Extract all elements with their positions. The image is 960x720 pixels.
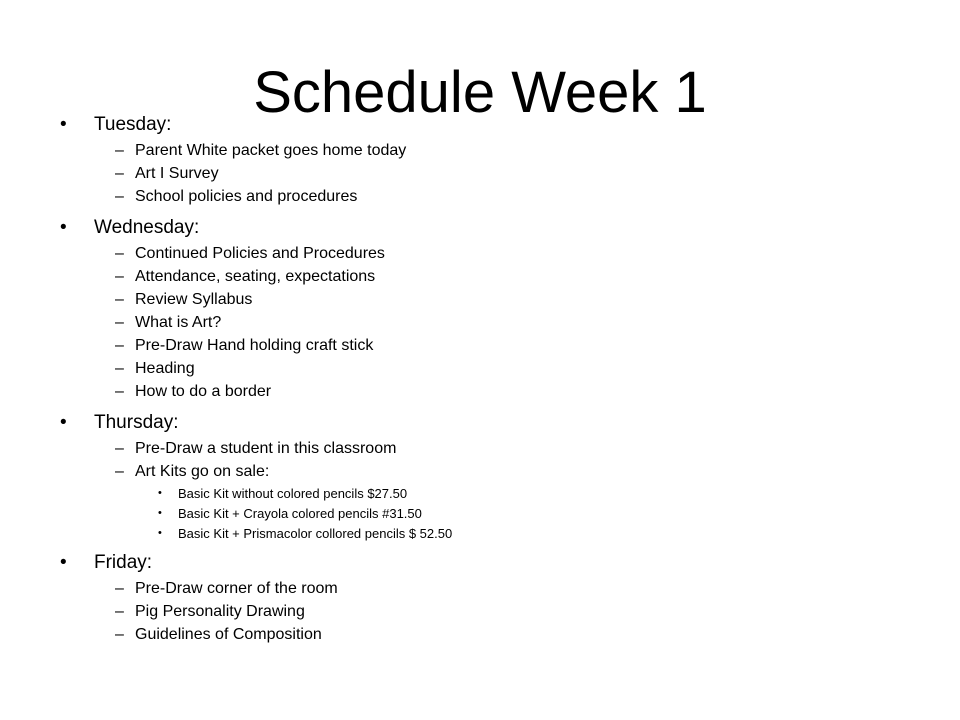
item-text: Pre-Draw a student in this classroom — [135, 440, 397, 457]
bullet-icon: • — [60, 552, 67, 573]
sub-list-item — [60, 524, 920, 544]
day-label: Tuesday: — [94, 114, 172, 135]
list-item — [60, 266, 920, 289]
item-text: Guidelines of Composition — [135, 626, 322, 643]
dash-icon: – — [115, 603, 124, 620]
day-group-tuesday — [60, 112, 920, 209]
item-text: Continued Policies and Procedures — [135, 245, 385, 262]
list-item — [60, 163, 920, 186]
day-group-friday — [60, 550, 920, 647]
dash-icon: – — [115, 291, 124, 308]
list-item — [60, 624, 920, 647]
item-text: Basic Kit + Prismacolor collored pencils $ 52.50 — [178, 526, 453, 541]
schedule-list — [60, 112, 920, 653]
list-item — [60, 140, 920, 163]
item-text: Pre-Draw Hand holding craft stick — [135, 337, 374, 354]
list-item — [60, 601, 920, 624]
day-label: Wednesday: — [94, 217, 200, 238]
item-text: Art I Survey — [135, 165, 219, 182]
item-text: Heading — [135, 360, 195, 377]
item-text: Parent White packet goes home today — [135, 142, 407, 159]
list-item — [60, 358, 920, 381]
dash-icon: – — [115, 245, 124, 262]
dash-icon: – — [115, 142, 124, 159]
day-group-thursday — [60, 410, 920, 544]
day-heading — [60, 410, 920, 438]
item-text: Basic Kit without colored pencils $27.50 — [178, 486, 408, 501]
bullet-icon: • — [60, 412, 67, 433]
item-text: Pig Personality Drawing — [135, 603, 305, 620]
list-item — [60, 243, 920, 266]
bullet-icon: • — [60, 114, 67, 135]
day-group-wednesday — [60, 215, 920, 404]
dash-icon: – — [115, 626, 124, 643]
bullet-icon: • — [158, 527, 162, 539]
day-label: Thursday: — [94, 412, 179, 433]
item-text: How to do a border — [135, 383, 272, 400]
list-item — [60, 335, 920, 358]
dash-icon: – — [115, 165, 124, 182]
list-item — [60, 438, 920, 461]
list-item — [60, 289, 920, 312]
item-text: Review Syllabus — [135, 291, 253, 308]
dash-icon: – — [115, 188, 124, 205]
bullet-icon: • — [158, 487, 162, 499]
sub-list-item — [60, 484, 920, 504]
dash-icon: – — [115, 314, 124, 331]
dash-icon: – — [115, 440, 124, 457]
dash-icon: – — [115, 337, 124, 354]
day-label: Friday: — [94, 552, 153, 573]
dash-icon: – — [115, 360, 124, 377]
slide-title: Schedule Week 1 — [253, 60, 707, 125]
sub-list-item — [60, 504, 920, 524]
item-text: Pre-Draw corner of the room — [135, 580, 338, 597]
item-text: Art Kits go on sale: — [135, 463, 270, 480]
list-item — [60, 312, 920, 335]
dash-icon: – — [115, 463, 124, 480]
item-text: Attendance, seating, expectations — [135, 268, 376, 285]
list-item — [60, 381, 920, 404]
day-heading — [60, 112, 920, 140]
dash-icon: – — [115, 268, 124, 285]
item-text: Basic Kit + Crayola colored pencils #31.50 — [178, 506, 422, 521]
day-heading — [60, 550, 920, 578]
bullet-icon: • — [158, 507, 162, 519]
list-item — [60, 461, 920, 484]
dash-icon: – — [115, 580, 124, 597]
day-heading — [60, 215, 920, 243]
item-text: What is Art? — [135, 314, 222, 331]
dash-icon: – — [115, 383, 124, 400]
list-item — [60, 186, 920, 209]
list-item — [60, 578, 920, 601]
item-text: School policies and procedures — [135, 188, 358, 205]
bullet-icon: • — [60, 217, 67, 238]
